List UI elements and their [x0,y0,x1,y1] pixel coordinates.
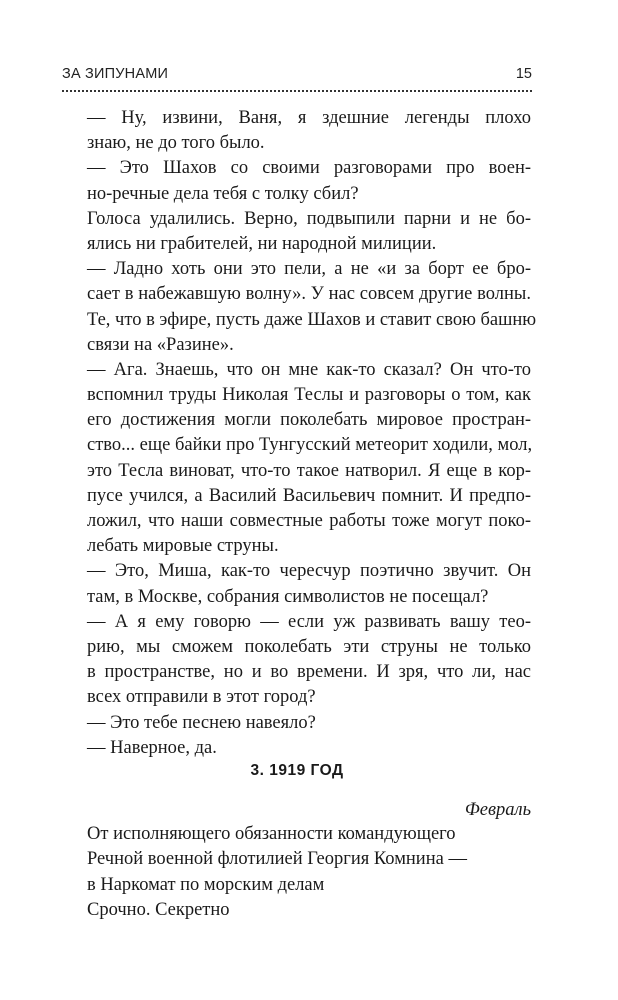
text-line: связи на «Разине». [87,334,234,355]
running-header [62,66,532,92]
text-line: знаю, не до того было. [87,133,265,154]
text-line: Те, что в эфире, пусть даже Шахов и ставит свою башню [87,309,537,330]
paragraph [87,736,531,761]
document-line: Речной военной флотилией Георгия Комнина — [87,849,467,870]
chapter-month: Февраль [464,800,531,820]
text-line: но-речные дела тебя с толку сбил? [87,183,359,204]
paragraph [87,358,531,560]
running-header-title: ЗА ЗИПУНАМИ [62,66,169,82]
chapter-heading: 3. 1919 ГОД [250,762,344,779]
text-line: рию, мы сможем поколебать эти струны не только [87,636,531,657]
paragraph [87,610,531,711]
paragraph [87,559,531,609]
text-line: лебать мировые струны. [87,536,279,557]
paragraph [87,156,531,206]
text-line: — А я ему говорю — если уж развивать вашу тео- [87,611,531,632]
text-line: там, в Москве, собрания символистов не посещал? [87,586,489,607]
text-line: ложил, что наши совместные работы тоже могут поко- [87,511,531,531]
text-line: — Ага. Знаешь, что он мне как-то сказал? Он что-то [87,359,531,380]
text-line: — Наверное, да. [87,737,217,758]
text-line: вспомнил труды Николая Теслы и разговоры о том, как [87,385,531,406]
paragraph [87,106,531,156]
text-line: это Тесла виноват, что-то такое натворил. Я еще в кор- [87,460,531,481]
paragraph [87,711,531,736]
text-line: его достижения могли поколебать мировое простран- [87,410,531,431]
document-line: в Наркомат по морским делам [87,874,325,895]
text-line: — Это тебе песнею навеяло? [87,712,316,733]
text-line: — Ладно хоть они это пели, а не «и за борт ее бро- [87,259,531,280]
paragraph [87,207,531,257]
text-line: — Ну, извини, Ваня, я здешние легенды плохо [87,108,531,128]
text-line: пусе учился, а Василий Васильевич помнит. И предпо- [87,485,531,506]
text-line: всех отправили в этот город? [87,687,316,708]
text-line: в пространстве, но и во времени. И зря, что ли, нас [87,662,531,683]
document-header-block [87,822,531,924]
document-line: От исполняющего обязанности командующего [87,824,456,844]
text-line: сает в набежавшую волну». У нас совсем другие волны. [87,284,531,305]
document-line: Срочно. Секретно [87,900,230,921]
text-line: — Это, Миша, как-то чересчур поэтично звучит. Он [87,561,531,582]
text-line: — Это Шахов со своими разговорами про воен- [87,158,531,179]
text-line: ялись ни грабителей, ни народной милиции. [87,233,437,254]
paragraph [87,257,537,358]
text-line: Голоса удалились. Верно, подвыпили парни и не бо- [87,208,531,229]
text-line: ство... еще байки про Тунгусский метеорит ходили, мол, [87,435,533,456]
body-text [87,106,537,761]
page-number: 15 [515,66,532,82]
